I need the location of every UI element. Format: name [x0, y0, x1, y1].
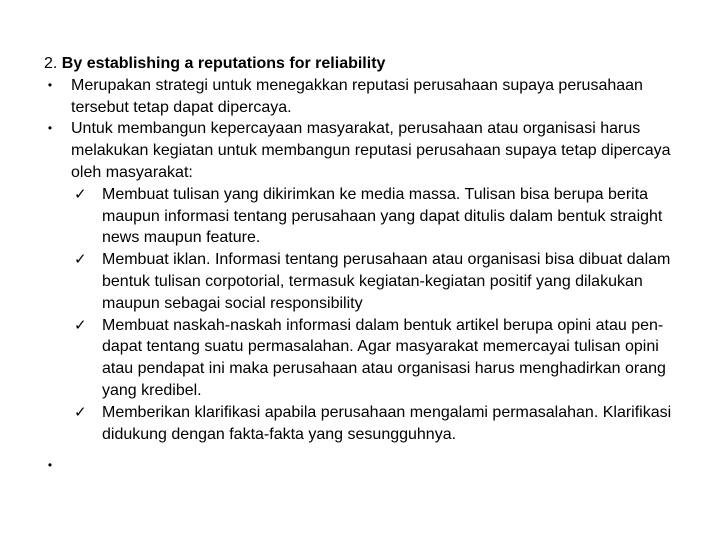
heading-number: 2.: [44, 55, 58, 72]
slide-content: [44, 53, 684, 477]
checkmark-icon: ✓: [74, 403, 87, 421]
check-text-2: Membuat iklan. Informasi tentang perusahaan atau organisasi bisa dibuat dalam bentuk tulisan corpotorial, termasuk kegiatan-kegiatan positif yang dilakukan maupun sebagai social responsibility: [102, 251, 671, 312]
check-item-2: [70, 249, 684, 314]
check-item-3: [70, 315, 684, 402]
bullet-item-2: [44, 118, 684, 183]
checkmark-icon: ✓: [74, 251, 87, 269]
check-item-1: [70, 184, 684, 249]
bullet-icon: •: [47, 458, 53, 473]
checkmark-icon: ✓: [74, 316, 87, 334]
bullet-item-1: [44, 75, 684, 119]
checkmark-icon: ✓: [74, 185, 87, 203]
bullet-icon: •: [47, 121, 53, 136]
check-text-4: Memberikan klarifikasi apabila perusahaan mengalami permasalahan. Klarifikasi didukung dengan fakta-fakta yang sesungguhnya.: [102, 403, 672, 443]
bullet-icon: •: [47, 77, 53, 92]
check-text-1: Membuat tulisan yang dikirimkan ke media massa. Tulisan bisa berupa berita maupun informasi tentang perusahaan yang dapat ditulis dalam bentuk straight news maupun feature.: [102, 185, 663, 247]
heading-title: By establishing a reputations for reliability: [61, 55, 386, 72]
slide-heading: [44, 53, 684, 75]
bullet-text-1: Merupakan strategi untuk menegakkan reputasi perusahaan supaya perusahaan tersebut tetap dapat dipercaya.: [71, 76, 643, 116]
bullet-text-2: Untuk membangun kepercayaan masyarakat, perusahaan atau organisasi harus melakukan kegiatan untuk membangun reputasi perusahaan supaya tetap dipercaya oleh masyarakat:: [71, 120, 671, 181]
check-text-3: Membuat naskah-naskah informasi dalam bentuk artikel berupa opini atau pen-dapat tentang suatu permasalahan. Agar masyarakat memercayai tulisan opini atau pendapat ini maka perusahaan atau organisasi harus menghadirkan orang yang kredibel.: [102, 316, 666, 399]
check-item-4: [70, 402, 684, 446]
empty-bullet-item: [44, 455, 684, 477]
check-list: [44, 184, 684, 446]
